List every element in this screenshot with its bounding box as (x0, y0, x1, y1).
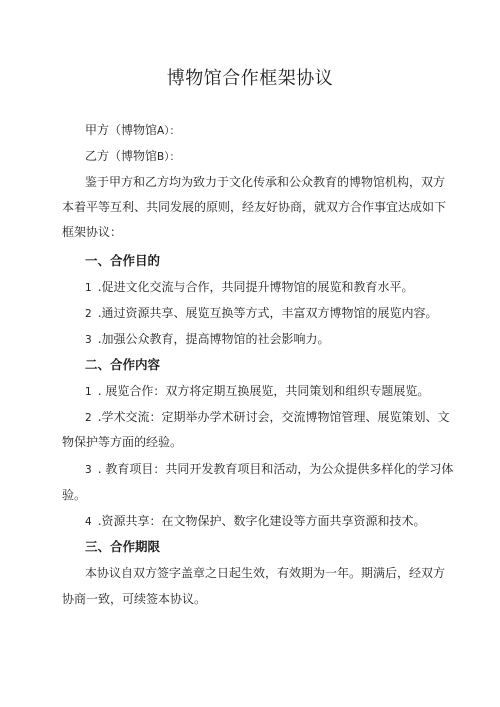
section-heading-content: 二、合作内容 (85, 357, 161, 372)
list-item (85, 279, 414, 296)
list-item (85, 305, 438, 322)
item-number: 3 (85, 464, 92, 476)
item-number: 1 (85, 282, 92, 294)
item-text-continued: 物保护等方面的经验。 (62, 435, 183, 449)
term-paragraph-line-1: 本协议自双方签字盖章之日起生效，有效期为一年。期满后，经双方 (85, 566, 446, 580)
item-text: . 展览合作：双方将定期互换展览，共同策划和组织专题展览。 (97, 384, 430, 398)
party-b-label: 乙方（博物馆 (85, 149, 158, 163)
term-paragraph-line-2: 协商一致，可续签本协议。 (62, 592, 207, 606)
item-text: .通过资源共享、展览互换等方式，丰富双方博物馆的展览内容。 (97, 306, 438, 320)
item-text: . 教育项目：共同开发教育项目和活动，为公众提供多样化的学习体 (97, 462, 454, 476)
item-text: .学术交流：定期举办学术研讨会，交流博物馆管理、展览策划、文 (97, 410, 450, 424)
item-number: 2 (85, 308, 92, 320)
party-b-line (85, 148, 180, 165)
list-item (85, 461, 453, 478)
party-b-suffix: B）： (157, 151, 180, 163)
intro-line-3: 框架协议： (62, 225, 123, 239)
item-number: 1 (85, 386, 92, 398)
list-item (85, 409, 450, 426)
section-heading-purpose: 一、合作目的 (85, 253, 161, 268)
item-text: .促进文化交流与合作，共同提升博物馆的展览和教育水平。 (97, 280, 414, 294)
intro-line-2: 本着平等互利、共同发展的原则，经友好协商，就双方合作事宜达成如下 (62, 200, 447, 214)
list-item (85, 513, 426, 530)
party-a-line (85, 122, 180, 139)
document-title: 博物馆合作框架协议 (166, 68, 334, 89)
item-text: .资源共享：在文物保护、数字化建设等方面共享资源和技术。 (97, 514, 426, 528)
item-number: 2 (85, 412, 92, 424)
section-heading-term: 三、合作期限 (85, 539, 161, 554)
intro-line-1: 鉴于甲方和乙方均为致力于文化传承和公众教育的博物馆机构，双方 (85, 175, 446, 189)
list-item (85, 383, 429, 400)
item-text-continued: 验。 (62, 488, 87, 502)
item-number: 3 (85, 334, 92, 346)
item-number: 4 (85, 516, 92, 528)
party-a-suffix: A）： (157, 125, 180, 137)
party-a-label: 甲方（博物馆 (85, 123, 158, 137)
list-item (85, 331, 330, 348)
item-text: .加强公众教育，提高博物馆的社会影响力。 (97, 332, 330, 346)
